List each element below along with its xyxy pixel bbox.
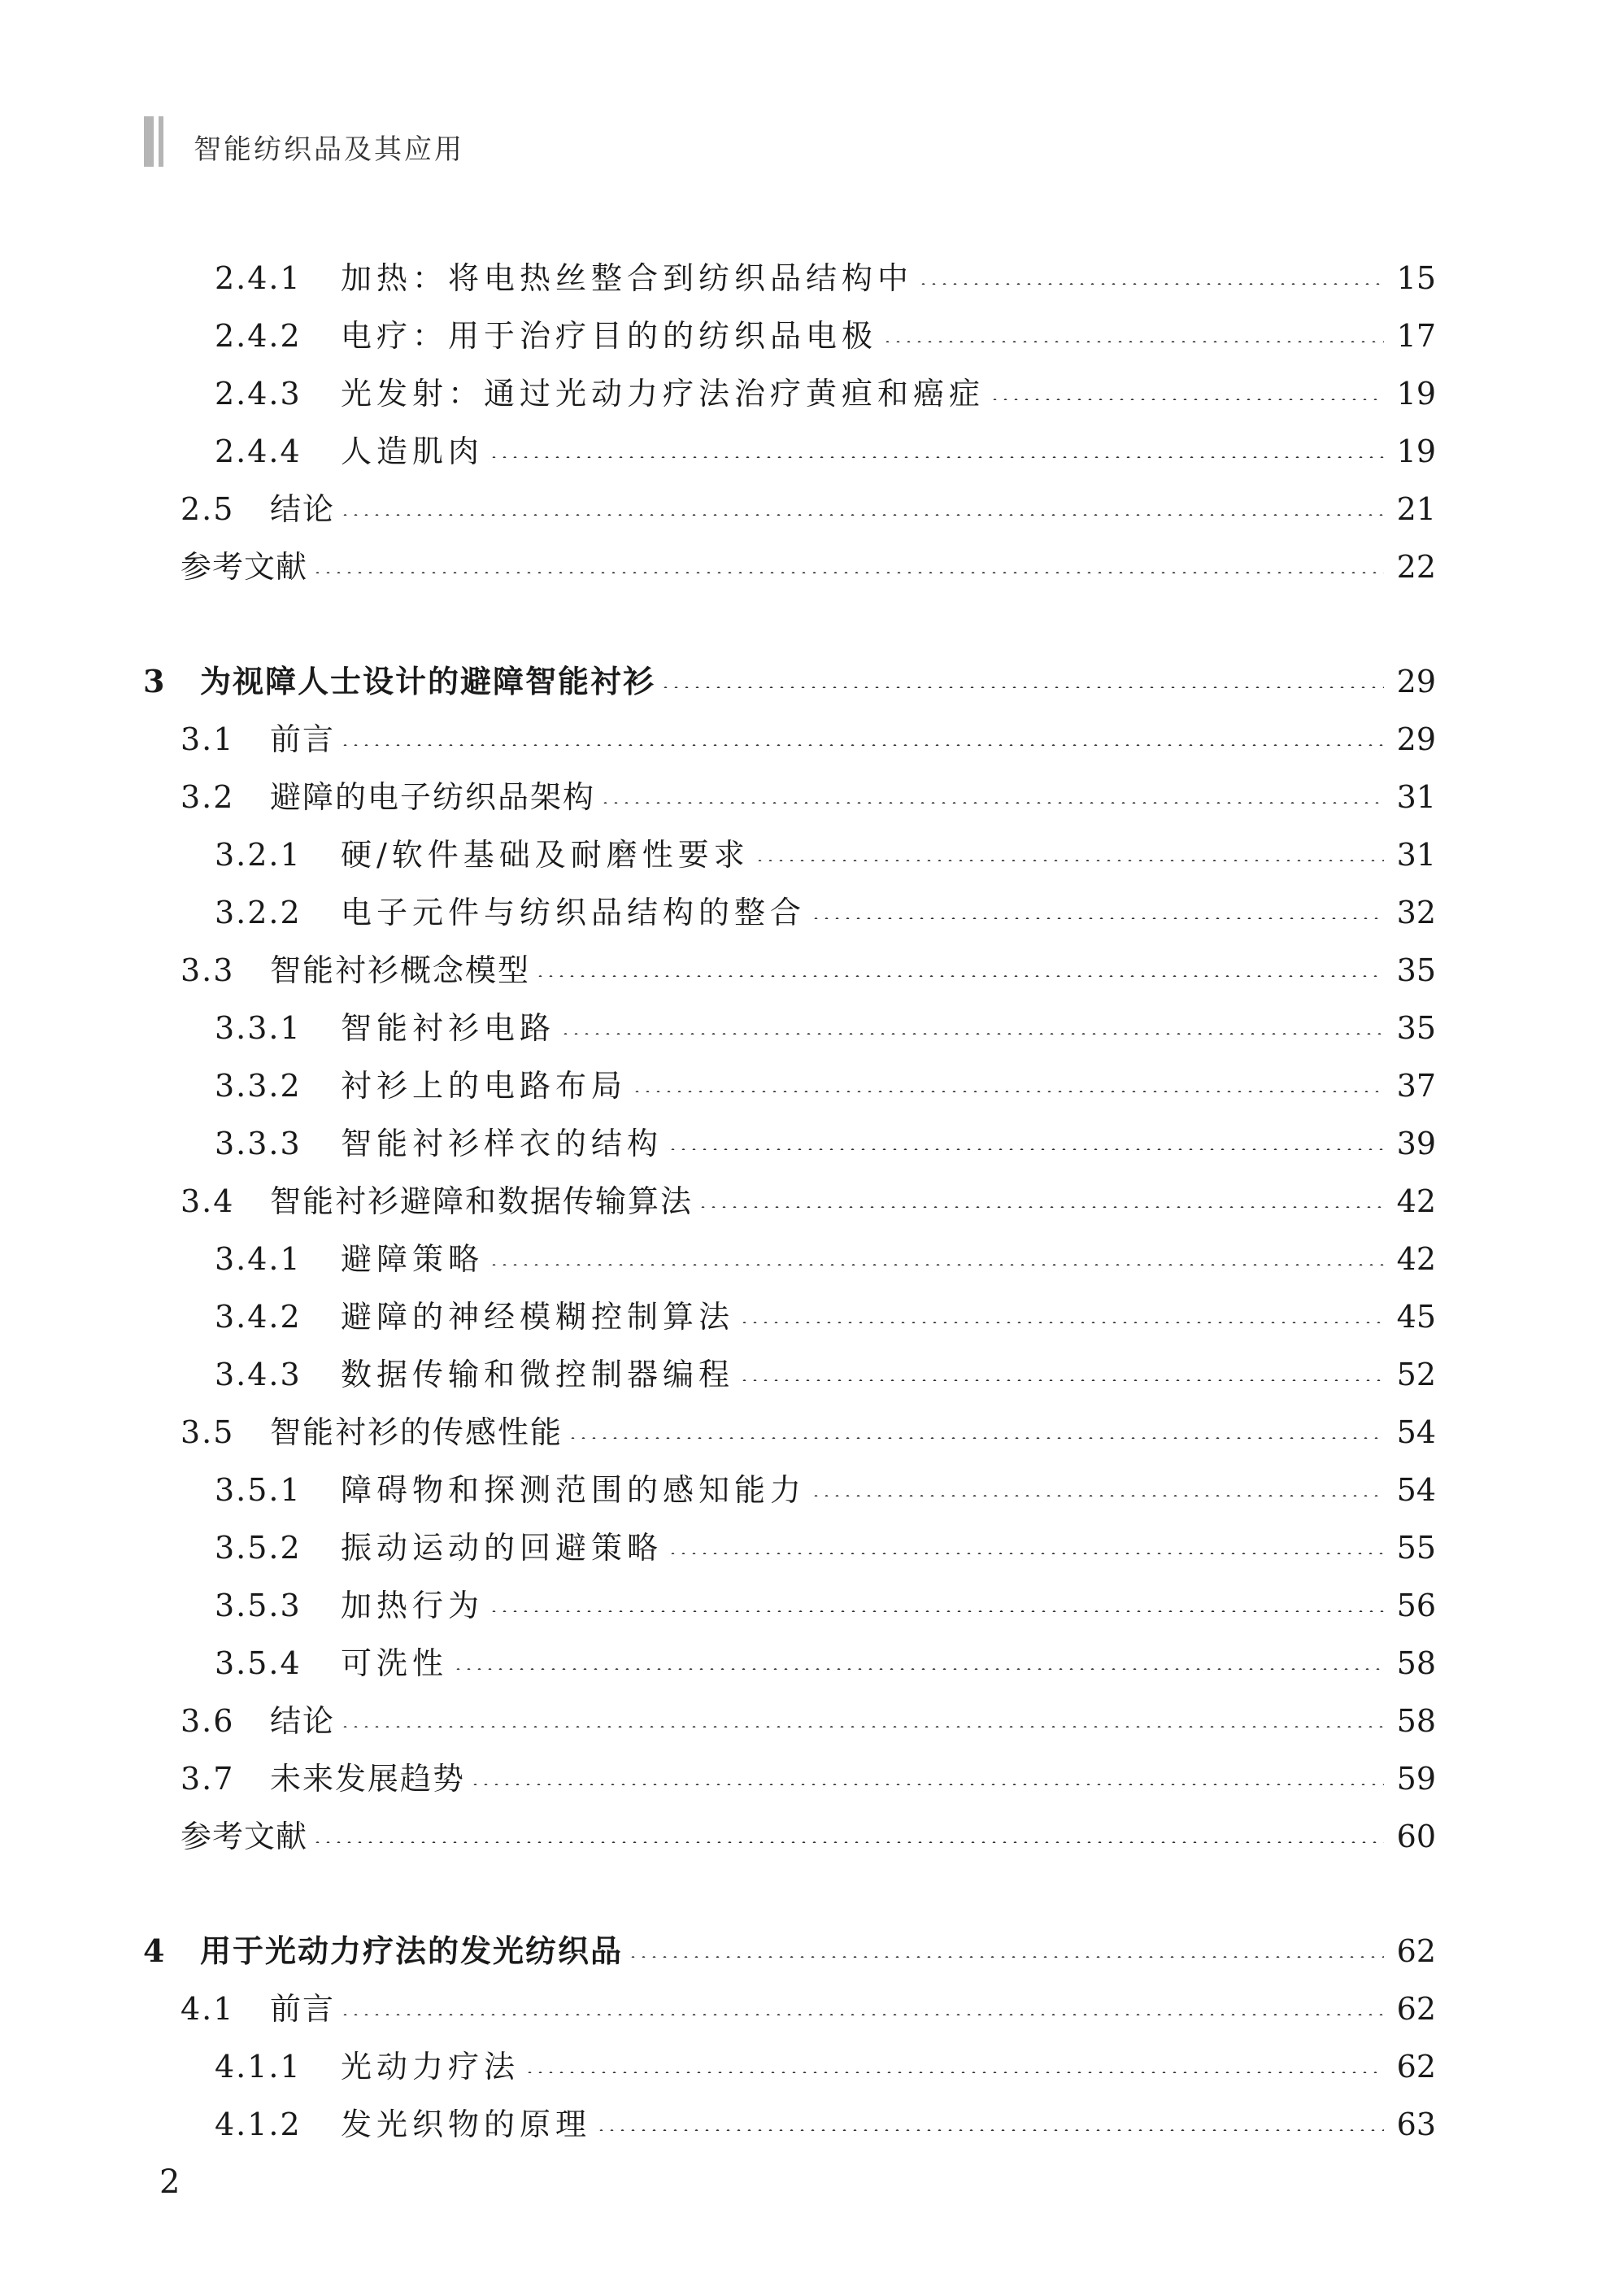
toc-page: 35 <box>1396 952 1436 988</box>
toc-entry[interactable] <box>215 2100 1436 2149</box>
toc-title: 发光织物的原理 <box>341 2106 592 2142</box>
toc-page: 22 <box>1396 549 1436 585</box>
toc-page: 58 <box>1396 1645 1436 1681</box>
toc-number: 3.1 <box>181 721 235 757</box>
toc-page: 54 <box>1396 1472 1436 1508</box>
toc-title: 衬衫上的电路布局 <box>341 1068 628 1104</box>
toc-entry[interactable] <box>215 254 1436 303</box>
page-number: 2 <box>159 2163 181 2201</box>
dot-leader <box>535 975 1384 977</box>
toc-title: 用于光动力疗法的发光纺织品 <box>200 1932 624 1969</box>
toc-number: 3.4.1 <box>215 1241 302 1277</box>
dot-leader <box>918 283 1384 285</box>
toc-page: 19 <box>1396 433 1436 469</box>
dot-leader <box>698 1206 1384 1208</box>
toc-page: 29 <box>1396 664 1436 699</box>
toc-title: 前言 <box>270 721 336 757</box>
toc-entry[interactable] <box>181 1177 1436 1226</box>
header-rule-thin <box>159 116 163 167</box>
toc-title: 避障的电子纺织品架构 <box>270 779 596 815</box>
toc-entry[interactable] <box>215 1235 1436 1283</box>
toc-number: 3.7 <box>181 1761 235 1797</box>
dot-leader <box>453 1668 1384 1670</box>
toc-entry[interactable] <box>181 1697 1436 1745</box>
toc-entry[interactable] <box>215 1466 1436 1514</box>
dot-leader <box>739 1379 1384 1381</box>
toc-number: 4.1.1 <box>215 2049 302 2085</box>
toc-title: 振动运动的回避策略 <box>341 1530 664 1566</box>
dot-leader <box>628 1956 1384 1958</box>
toc-number: 2.4.4 <box>215 433 302 469</box>
toc-title: 智能衬衫电路 <box>341 1010 556 1046</box>
toc-page: 35 <box>1396 1010 1436 1046</box>
toc-entry[interactable] <box>181 1984 1436 2033</box>
toc-title: 前言 <box>270 1991 336 2027</box>
dot-leader <box>340 514 1384 516</box>
toc-page: 55 <box>1396 1530 1436 1566</box>
toc-entry[interactable] <box>215 2042 1436 2091</box>
toc-entry[interactable] <box>181 1408 1436 1457</box>
running-title: 智能纺织品及其应用 <box>194 133 464 166</box>
toc-title: 为视障人士设计的避障智能衬衫 <box>200 663 656 699</box>
dot-leader <box>312 1841 1384 1843</box>
toc-entry[interactable] <box>215 1004 1436 1052</box>
toc-title: 可洗性 <box>341 1645 449 1681</box>
toc-title: 智能衬衫概念模型 <box>270 952 531 988</box>
toc-page: 39 <box>1396 1126 1436 1161</box>
dot-leader <box>882 341 1384 342</box>
toc-title: 加热：将电热丝整合到纺织品结构中 <box>341 260 914 296</box>
toc-page: 31 <box>1396 779 1436 815</box>
toc-entry[interactable] <box>215 427 1436 476</box>
dot-leader <box>489 456 1384 458</box>
toc-number: 3.4.3 <box>215 1357 302 1392</box>
toc-number: 3.2 <box>181 779 235 815</box>
toc-title: 光动力疗法 <box>341 2049 520 2085</box>
toc-entry[interactable] <box>215 1350 1436 1399</box>
toc-entry[interactable] <box>215 1639 1436 1688</box>
toc-page: 37 <box>1396 1068 1436 1104</box>
toc-number: 3.2.2 <box>215 895 302 930</box>
toc-entry[interactable] <box>181 1754 1436 1803</box>
toc-title: 硬/软件基础及耐磨性要求 <box>341 837 750 873</box>
dot-leader <box>470 1784 1384 1785</box>
toc-number: 3.5.2 <box>215 1530 302 1566</box>
toc-title: 避障的神经模糊控制算法 <box>341 1299 735 1335</box>
dot-leader <box>489 1610 1384 1612</box>
toc-number: 4.1.2 <box>215 2106 302 2142</box>
dot-leader <box>632 1091 1384 1092</box>
toc-number: 3.5 <box>181 1414 235 1450</box>
toc-entry[interactable] <box>215 830 1436 879</box>
toc-number: 2.4.3 <box>215 376 302 412</box>
toc-title: 智能衬衫样衣的结构 <box>341 1126 664 1161</box>
toc-entry[interactable] <box>215 1061 1436 1110</box>
toc-title: 障碍物和探测范围的感知能力 <box>341 1472 807 1508</box>
toc-title: 结论 <box>270 491 336 527</box>
toc-page: 45 <box>1396 1299 1436 1335</box>
toc-page: 60 <box>1396 1819 1436 1854</box>
toc-page: 52 <box>1396 1357 1436 1392</box>
dot-leader <box>312 572 1384 573</box>
toc-entry[interactable] <box>181 773 1436 821</box>
dot-leader <box>811 1495 1384 1497</box>
toc-number: 3.3.3 <box>215 1126 302 1161</box>
toc-entry[interactable] <box>215 369 1436 418</box>
toc-page: 56 <box>1396 1588 1436 1623</box>
toc-page: 19 <box>1396 376 1436 412</box>
toc-number: 2.5 <box>181 491 235 527</box>
toc-number: 3.4 <box>181 1183 235 1219</box>
toc-entry[interactable] <box>215 1523 1436 1572</box>
toc-number: 3.6 <box>181 1703 235 1739</box>
header-rule-thick <box>144 116 154 167</box>
dot-leader <box>668 1148 1384 1150</box>
toc-entry[interactable] <box>181 485 1436 534</box>
toc-page: 42 <box>1396 1241 1436 1277</box>
toc-entry[interactable] <box>215 888 1436 937</box>
toc-number: 3.3.1 <box>215 1010 302 1046</box>
toc-page: 54 <box>1396 1414 1436 1450</box>
toc-number: 3 <box>143 663 167 699</box>
toc-number: 3.5.3 <box>215 1588 302 1623</box>
dot-leader <box>660 686 1384 688</box>
toc-title: 电子元件与纺织品结构的整合 <box>341 895 807 930</box>
toc-number: 4 <box>143 1932 167 1969</box>
toc-title: 人造肌肉 <box>341 433 485 469</box>
toc-title: 加热行为 <box>341 1588 485 1623</box>
toc-entry[interactable] <box>215 312 1436 360</box>
toc-title: 光发射：通过光动力疗法治疗黄疸和癌症 <box>341 376 986 412</box>
toc-entry[interactable] <box>215 1581 1436 1630</box>
toc-page: 63 <box>1396 2106 1436 2142</box>
toc-number: 3.5.1 <box>215 1472 302 1508</box>
toc-page: 42 <box>1396 1183 1436 1219</box>
toc-page: 31 <box>1396 837 1436 873</box>
toc-page: 62 <box>1396 1991 1436 2027</box>
toc-title: 电疗：用于治疗目的的纺织品电极 <box>341 318 878 354</box>
toc-number: 3.3 <box>181 952 235 988</box>
toc-entry[interactable] <box>215 1292 1436 1341</box>
dot-leader <box>340 744 1384 746</box>
toc-title: 未来发展趋势 <box>270 1761 466 1797</box>
dot-leader <box>811 917 1384 919</box>
dot-leader <box>739 1322 1384 1323</box>
toc-title: 智能衬衫避障和数据传输算法 <box>270 1183 694 1219</box>
toc-chapter[interactable] <box>143 1927 1436 1976</box>
dot-leader <box>668 1553 1384 1554</box>
toc-page: 21 <box>1396 491 1436 527</box>
toc-number: 2.4.1 <box>215 260 302 296</box>
toc-entry[interactable] <box>215 1119 1436 1168</box>
toc-entry[interactable] <box>181 715 1436 764</box>
toc-number: 3.4.2 <box>215 1299 302 1335</box>
toc-number: 3.3.2 <box>215 1068 302 1104</box>
dot-leader <box>596 2129 1384 2131</box>
toc-page: 15 <box>1396 260 1436 296</box>
toc-title: 智能衬衫的传感性能 <box>270 1414 563 1450</box>
dot-leader <box>489 1264 1384 1266</box>
toc-title: 参考文献 <box>181 549 308 585</box>
toc-entry-references[interactable] <box>181 1812 1436 1861</box>
dot-leader <box>600 802 1384 804</box>
toc-number: 3.5.4 <box>215 1645 302 1681</box>
toc-entry[interactable] <box>181 946 1436 995</box>
toc-number: 2.4.2 <box>215 318 302 354</box>
dot-leader <box>990 399 1384 400</box>
dot-leader <box>755 860 1384 861</box>
dot-leader <box>340 2014 1384 2015</box>
toc-title: 结论 <box>270 1703 336 1739</box>
toc-page: 62 <box>1396 2049 1436 2085</box>
dot-leader <box>560 1033 1384 1035</box>
toc-page: 32 <box>1396 895 1436 930</box>
toc-page: 62 <box>1396 1933 1436 1969</box>
toc-page: 59 <box>1396 1761 1436 1797</box>
toc-page: 17 <box>1396 318 1436 354</box>
toc-page: 29 <box>1396 721 1436 757</box>
dot-leader <box>568 1437 1384 1439</box>
toc-chapter[interactable] <box>143 657 1436 706</box>
toc-title: 数据传输和微控制器编程 <box>341 1357 735 1392</box>
toc-number: 3.2.1 <box>215 837 302 873</box>
toc-number: 4.1 <box>181 1991 235 2027</box>
toc-title: 避障策略 <box>341 1241 485 1277</box>
dot-leader <box>524 2072 1384 2073</box>
toc-title: 参考文献 <box>181 1819 308 1854</box>
toc-page: 58 <box>1396 1703 1436 1739</box>
toc-entry-references[interactable] <box>181 542 1436 591</box>
dot-leader <box>340 1726 1384 1727</box>
